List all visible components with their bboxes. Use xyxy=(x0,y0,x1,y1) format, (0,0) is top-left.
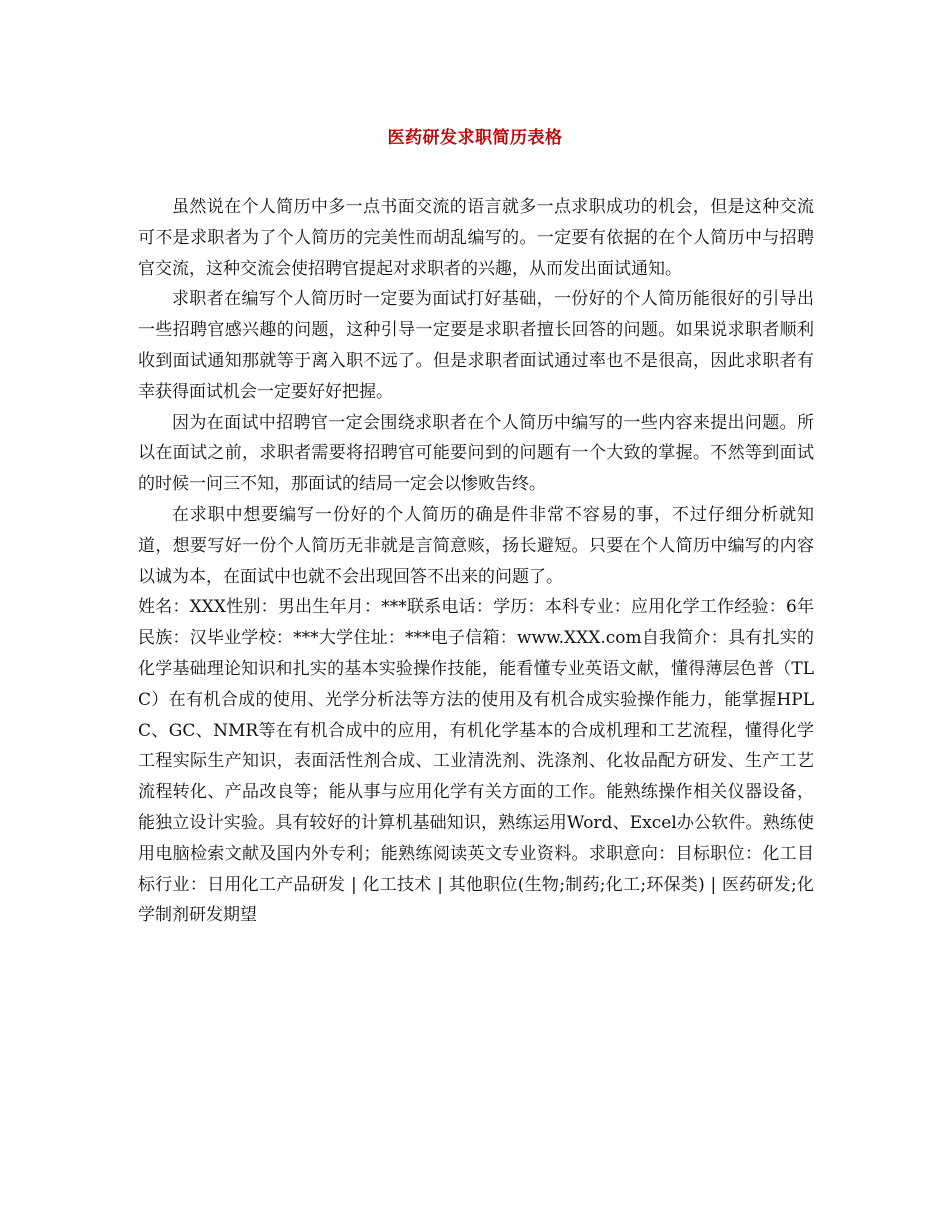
paragraph-3: 因为在面试中招聘官一定会围绕求职者在个人简历中编写的一些内容来提出问题。所以在面试之前，求职者需要将招聘官可能要问到的问题有一个大致的掌握。不然等到面试的时候一问三不知，那面试的结局一定会以惨败告终。 xyxy=(138,412,814,495)
resume-details: 姓名：XXX性别：男出生年月：***联系电话：学历：本科专业：应用化学工作经验：6年民族：汉毕业学校：***大学住址：***电子信箱：www.XXX.com自我简介：具有扎实的化学基础理论知识和扎实的基本实验操作技能，能看懂专业英语文献，懂得薄层色普（TLC）在有机合成的使用、光学分析法等方法的使用及有机合成实验操作能力，能掌握HPLC、GC、NMR等在有机合成中的应用，有机化学基本的合成机理和工艺流程，懂得化学工程实际生产知识，表面活性剂合成、工业清洗剂、洗涤剂、化妆品配方研发、生产工艺流程转化、产品改良等；能从事与应用化学有关方面的工作。能熟练操作相关仪器设备，能独立设计实验。具有较好的计算机基础知识，熟练运用Word、Excel办公软件。熟练使用电脑检索文献及国内外专利；能熟练阅读英文专业资料。求职意向：目标职位：化工目标行业：日用化工产品研发 | 化工技术 | 其他职位(生物;制药;化工;环保类) | 医药研发;化学制剂研发期望 xyxy=(138,597,814,926)
paragraph-1: 虽然说在个人简历中多一点书面交流的语言就多一点求职成功的机会，但是这种交流可不是求职者为了个人简历的完美性而胡乱编写的。一定要有依据的在个人简历中与招聘官交流，这种交流会使招聘官提起对求职者的兴趣，从而发出面试通知。 xyxy=(138,197,814,279)
paragraph-2: 求职者在编写个人简历时一定要为面试打好基础，一份好的个人简历能很好的引导出一些招聘官感兴趣的问题，这种引导一定要是求职者擅长回答的问题。如果说求职者顺利收到面试通知那就等于离入职不远了。但是求职者面试通过率也不是很高，因此求职者有幸获得面试机会一定要好好把握。 xyxy=(138,289,814,402)
document-title: 医药研发求职简历表格 xyxy=(387,128,563,148)
paragraph-4: 在求职中想要编写一份好的个人简历的确是件非常不容易的事，不过仔细分析就知道，想要写好一份个人简历无非就是言简意赅，扬长避短。只要在个人简历中编写的内容以诚为本，在面试中也就不会出现回答不出来的问题了。 xyxy=(138,504,814,587)
document-body xyxy=(138,192,814,931)
